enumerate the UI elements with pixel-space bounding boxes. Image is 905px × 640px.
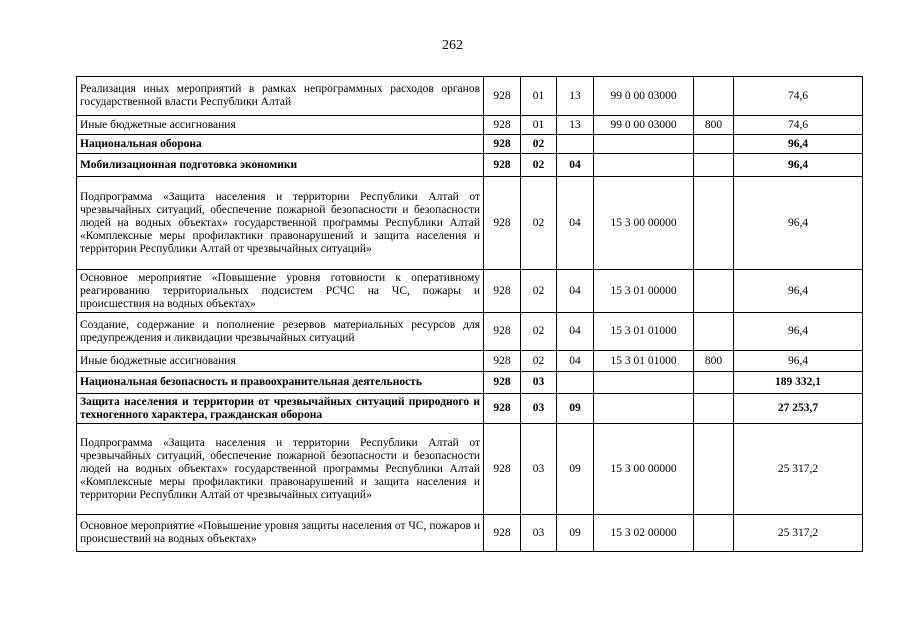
expense-type-code: 800	[694, 116, 734, 135]
row-name: Национальная безопасность и правоохранительная деятельность	[77, 372, 484, 394]
row-name: Основное мероприятие «Повышение уровня готовности к оперативному реагированию территориальных подсистем РСЧС на ЧС, пожары и происшествия на водных объектах»	[77, 270, 484, 313]
target-article-code: 15 3 01 01000	[594, 313, 694, 351]
table-row	[77, 372, 863, 394]
section-code: 02	[521, 351, 557, 372]
subsection-code: 04	[557, 351, 594, 372]
expense-type-code	[694, 154, 734, 177]
target-article-code	[594, 372, 694, 394]
subsection-code: 09	[557, 394, 594, 424]
amount: 96,4	[734, 270, 863, 313]
row-name: Национальная оборона	[77, 135, 484, 154]
amount: 74,6	[734, 77, 863, 116]
row-name: Подпрограмма «Защита населения и территории Республики Алтай от чрезвычайных ситуаций, обеспечение пожарной безопасности и безопасности людей на водных объектах» государственной программы Республики Алтай «Комплексные меры профилактики правонарушений и защита населения и территории Республики Алтай от чрезвычайных ситуаций»	[77, 424, 484, 515]
ved-code: 928	[484, 313, 521, 351]
expense-type-code	[694, 177, 734, 270]
target-article-code: 99 0 00 03000	[594, 77, 694, 116]
subsection-code: 13	[557, 116, 594, 135]
table-row	[77, 424, 863, 515]
table-row	[77, 135, 863, 154]
table-row	[77, 313, 863, 351]
expense-type-code	[694, 77, 734, 116]
section-code: 02	[521, 177, 557, 270]
section-code: 03	[521, 515, 557, 552]
row-name: Реализация иных мероприятий в рамках непрограммных расходов органов государственной власти Республики Алтай	[77, 77, 484, 116]
expense-type-code	[694, 135, 734, 154]
target-article-code	[594, 135, 694, 154]
ved-code: 928	[484, 372, 521, 394]
expense-type-code: 800	[694, 351, 734, 372]
expense-type-code	[694, 372, 734, 394]
ved-code: 928	[484, 394, 521, 424]
row-name: Защита населения и территории от чрезвычайных ситуаций природного и техногенного характера, гражданская оборона	[77, 394, 484, 424]
ved-code: 928	[484, 351, 521, 372]
table-row	[77, 270, 863, 313]
ved-code: 928	[484, 135, 521, 154]
row-name: Иные бюджетные ассигнования	[77, 116, 484, 135]
section-code: 02	[521, 313, 557, 351]
table-row	[77, 177, 863, 270]
amount: 96,4	[734, 177, 863, 270]
target-article-code	[594, 394, 694, 424]
target-article-code: 15 3 01 01000	[594, 351, 694, 372]
expense-type-code	[694, 394, 734, 424]
subsection-code	[557, 135, 594, 154]
amount: 74,6	[734, 116, 863, 135]
target-article-code: 15 3 01 00000	[594, 270, 694, 313]
amount: 27 253,7	[734, 394, 863, 424]
expense-type-code	[694, 270, 734, 313]
ved-code: 928	[484, 154, 521, 177]
expense-type-code	[694, 313, 734, 351]
section-code: 01	[521, 77, 557, 116]
section-code: 02	[521, 270, 557, 313]
amount: 96,4	[734, 313, 863, 351]
row-name: Подпрограмма «Защита населения и территории Республики Алтай от чрезвычайных ситуаций, обеспечение пожарной безопасности и безопасности людей на водных объектах» государственной программы Республики Алтай «Комплексные меры профилактики правонарушений и защита населения и территории Республики Алтай от чрезвычайных ситуаций»	[77, 177, 484, 270]
row-name: Основное мероприятие «Повышение уровня защиты населения от ЧС, пожаров и происшествий на водных объектах»	[77, 515, 484, 552]
amount: 96,4	[734, 351, 863, 372]
section-code: 02	[521, 154, 557, 177]
amount: 25 317,2	[734, 424, 863, 515]
row-name: Мобилизационная подготовка экономики	[77, 154, 484, 177]
target-article-code: 15 3 02 00000	[594, 515, 694, 552]
subsection-code: 04	[557, 270, 594, 313]
section-code: 02	[521, 135, 557, 154]
section-code: 03	[521, 372, 557, 394]
row-name: Создание, содержание и пополнение резервов материальных ресурсов для предупреждения и ликвидации чрезвычайных ситуаций	[77, 313, 484, 351]
row-name: Иные бюджетные ассигнования	[77, 351, 484, 372]
target-article-code: 15 3 00 00000	[594, 177, 694, 270]
table-row	[77, 116, 863, 135]
amount: 96,4	[734, 154, 863, 177]
ved-code: 928	[484, 424, 521, 515]
target-article-code	[594, 154, 694, 177]
amount: 96,4	[734, 135, 863, 154]
subsection-code: 04	[557, 313, 594, 351]
target-article-code: 15 3 00 00000	[594, 424, 694, 515]
page-number: 262	[442, 38, 463, 53]
ved-code: 928	[484, 270, 521, 313]
expense-type-code	[694, 424, 734, 515]
subsection-code: 13	[557, 77, 594, 116]
table-row	[77, 515, 863, 552]
ved-code: 928	[484, 515, 521, 552]
ved-code: 928	[484, 177, 521, 270]
amount: 25 317,2	[734, 515, 863, 552]
budget-table	[76, 76, 863, 552]
table-row	[77, 351, 863, 372]
subsection-code: 09	[557, 515, 594, 552]
subsection-code: 04	[557, 154, 594, 177]
table-row	[77, 154, 863, 177]
subsection-code	[557, 372, 594, 394]
table-row	[77, 394, 863, 424]
section-code: 01	[521, 116, 557, 135]
subsection-code: 04	[557, 177, 594, 270]
ved-code: 928	[484, 77, 521, 116]
section-code: 03	[521, 394, 557, 424]
ved-code: 928	[484, 116, 521, 135]
expense-type-code	[694, 515, 734, 552]
table-row	[77, 77, 863, 116]
amount: 189 332,1	[734, 372, 863, 394]
subsection-code: 09	[557, 424, 594, 515]
section-code: 03	[521, 424, 557, 515]
target-article-code: 99 0 00 03000	[594, 116, 694, 135]
